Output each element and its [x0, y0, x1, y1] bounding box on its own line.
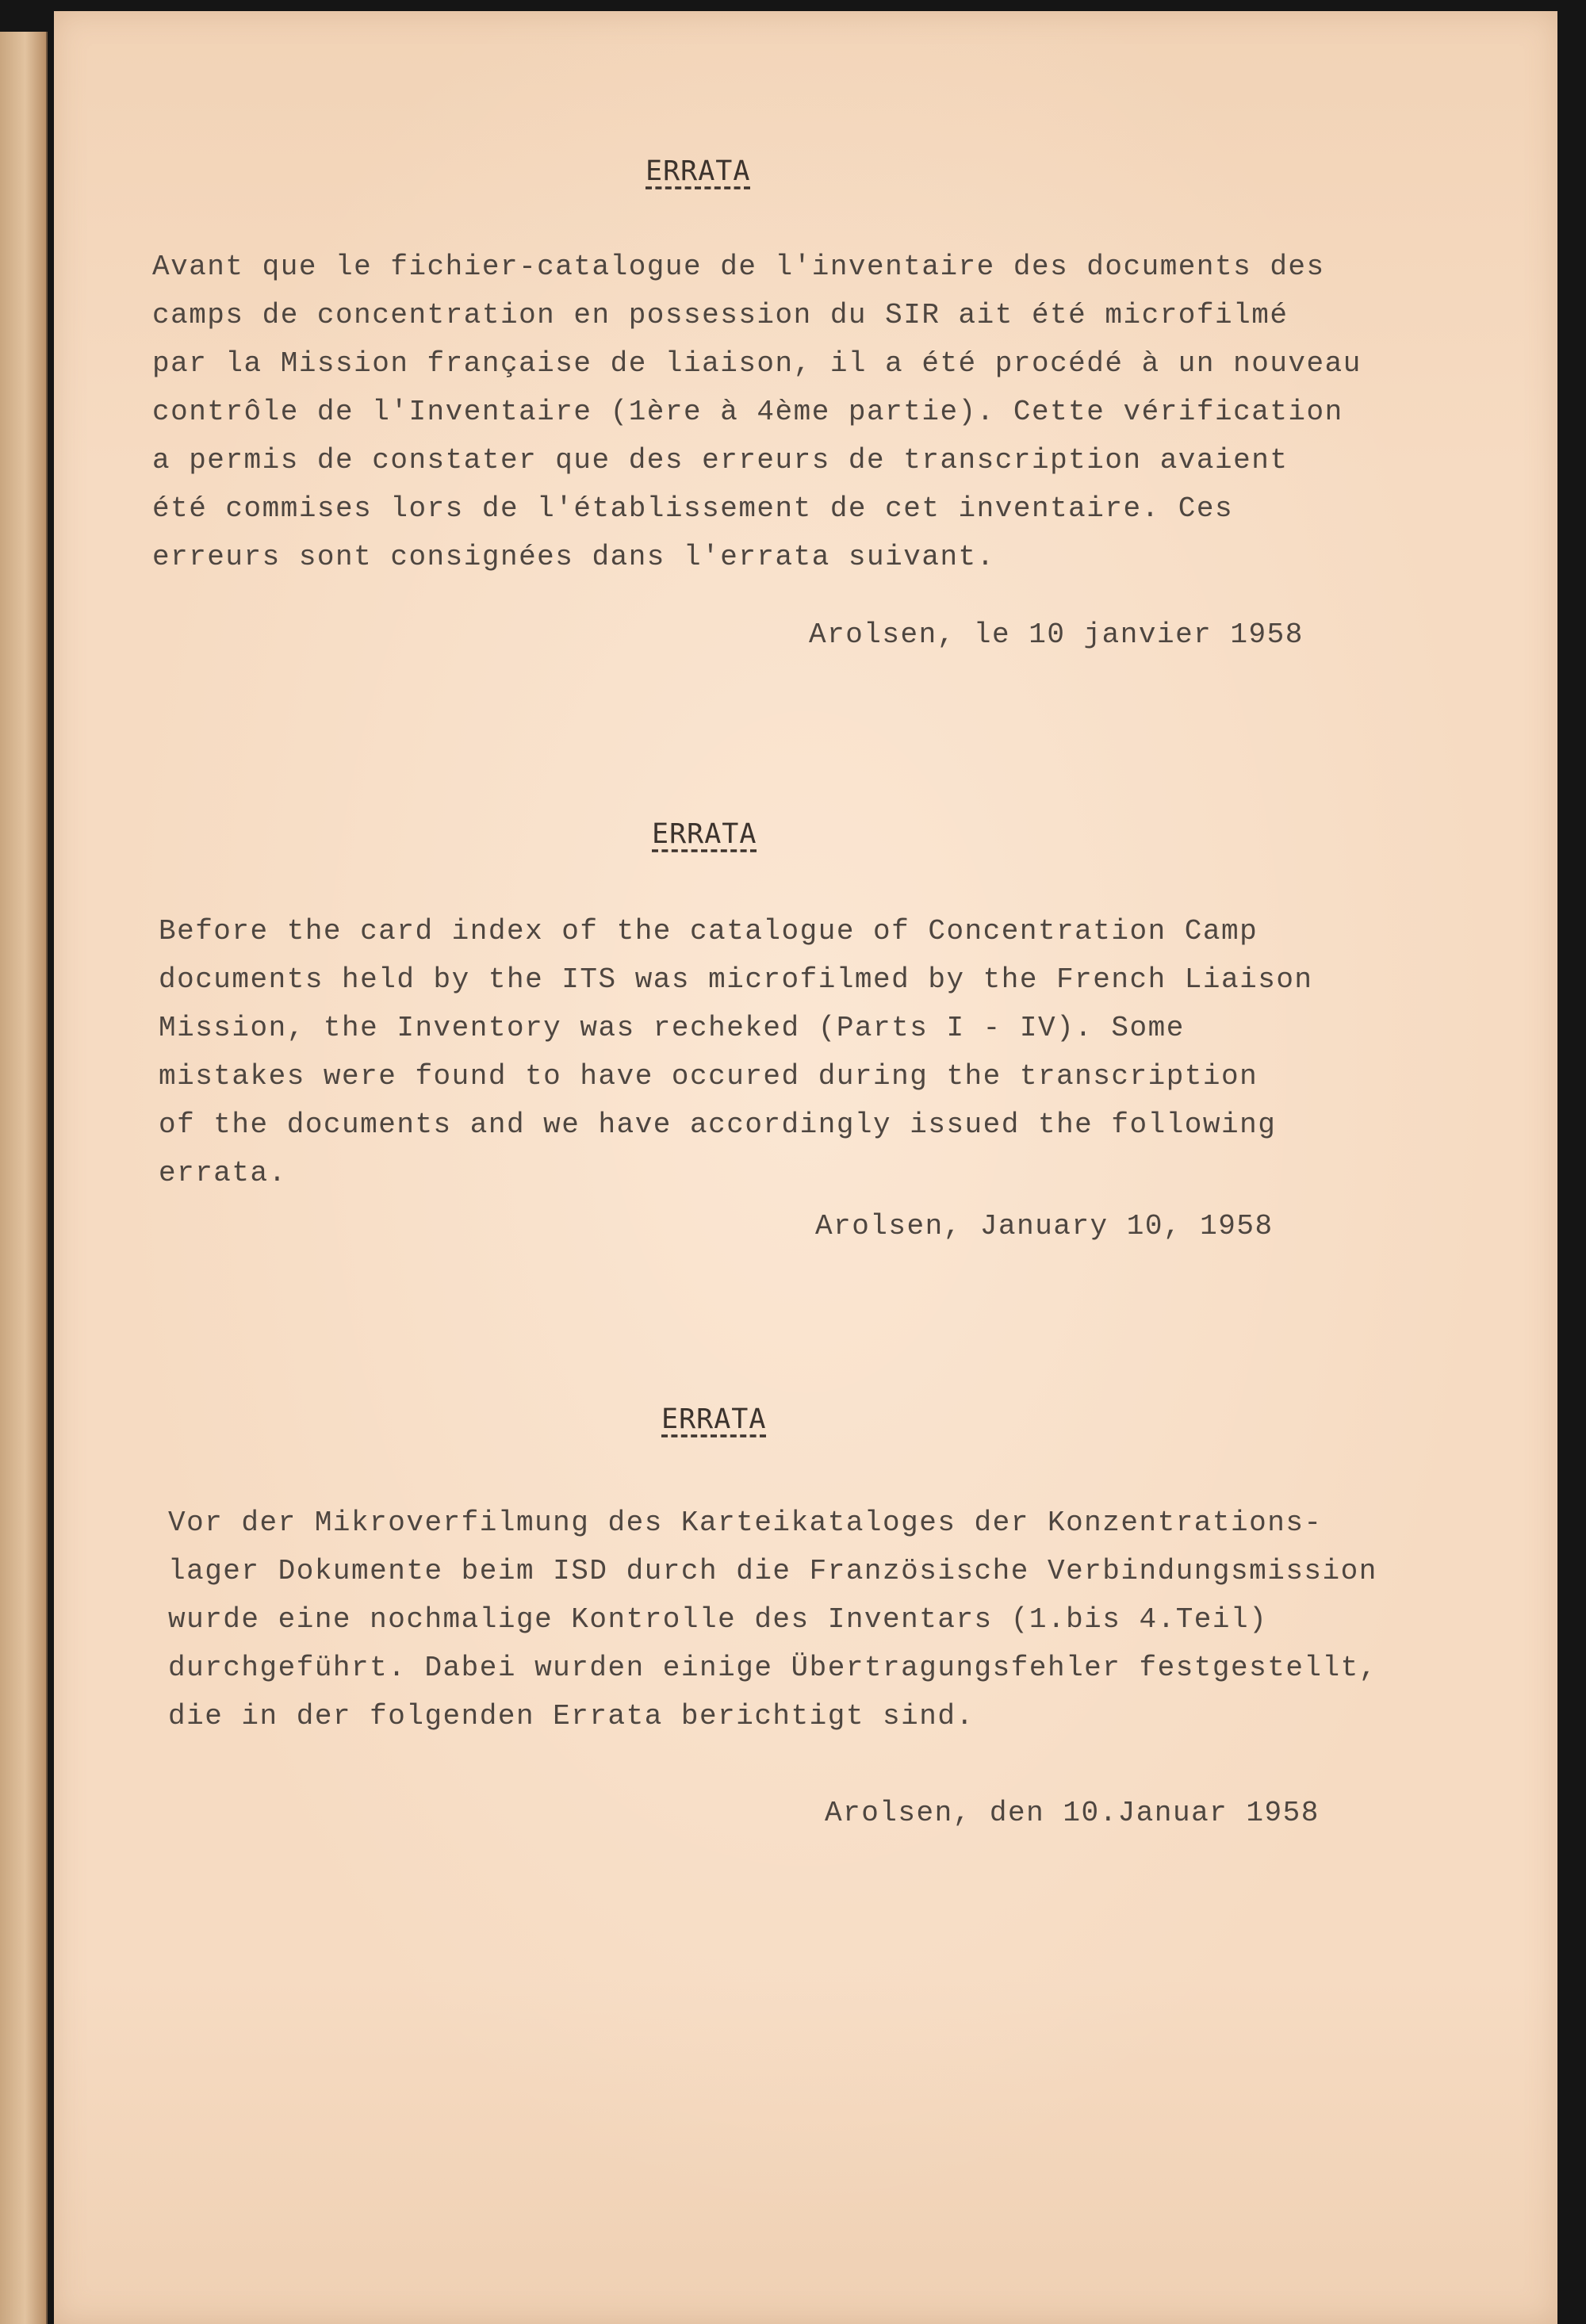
errata-heading-german: ERRATA [661, 1403, 767, 1435]
document-page [54, 11, 1557, 2324]
dateline-french: Arolsen, le 10 janvier 1958 [809, 618, 1304, 651]
paragraph-line: Avant que le fichier-catalogue de l'inventaire des documents des [152, 251, 1325, 283]
errata-heading-french: ERRATA [646, 155, 751, 187]
facing-page-edge [0, 32, 48, 2324]
paragraph-line: of the documents and we have accordingly issued the following [159, 1108, 1277, 1141]
paragraph-line: par la Mission française de liaison, il a été procédé à un nouveau [152, 347, 1362, 380]
paragraph-line: documents held by the ITS was microfilmed by the French Liaison [159, 963, 1313, 996]
paragraph-line: die in der folgenden Errata berichtigt sind. [168, 1700, 975, 1732]
errata-paragraph-german [168, 1499, 1377, 1740]
dateline-german: Arolsen, den 10.Januar 1958 [825, 1797, 1320, 1829]
paragraph-line: durchgeführt. Dabei wurden einige Übertragungsfehler festgestellt, [168, 1652, 1377, 1684]
paragraph-line: lager Dokumente beim ISD durch die Französische Verbindungsmission [168, 1555, 1377, 1587]
paragraph-line: Vor der Mikroverfilmung des Karteikataloges der Konzentrations- [168, 1507, 1323, 1539]
paragraph-line: été commises lors de l'établissement de cet inventaire. Ces [152, 492, 1234, 525]
paragraph-line: mistakes were found to have occured during the transcription [159, 1060, 1258, 1093]
paragraph-line: errata. [159, 1157, 287, 1189]
dateline-english: Arolsen, January 10, 1958 [815, 1210, 1274, 1242]
paragraph-line: a permis de constater que des erreurs de transcription avaient [152, 444, 1289, 477]
paragraph-line: contrôle de l'Inventaire (1ère à 4ème partie). Cette vérification [152, 396, 1343, 428]
paragraph-line: Before the card index of the catalogue of Concentration Camp [159, 915, 1258, 948]
errata-paragraph-english [159, 907, 1313, 1197]
errata-heading-english: ERRATA [652, 818, 757, 850]
paragraph-line: wurde eine nochmalige Kontrolle des Inventars (1.bis 4.Teil) [168, 1603, 1268, 1636]
paragraph-line: camps de concentration en possession du SIR ait été microfilmé [152, 299, 1289, 331]
paragraph-line: erreurs sont consignées dans l'errata suivant. [152, 541, 995, 573]
errata-paragraph-french [152, 243, 1362, 581]
paragraph-line: Mission, the Inventory was recheked (Parts I - IV). Some [159, 1012, 1185, 1044]
